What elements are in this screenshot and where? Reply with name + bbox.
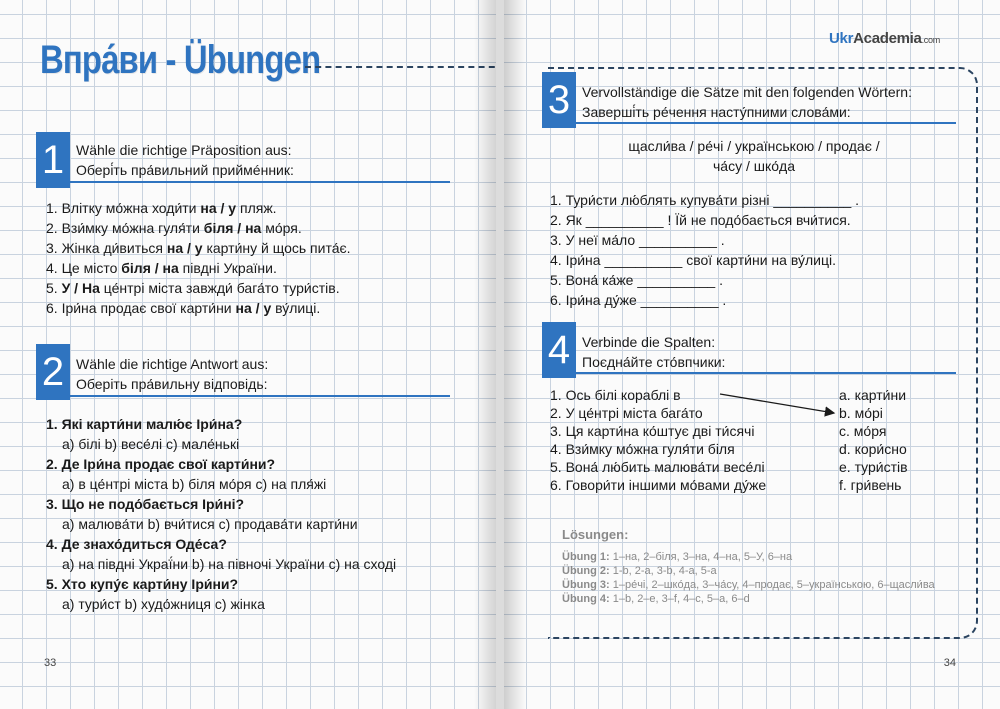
exercise-3-item: 1. Тури́сти лю́блять купува́ти різні __________ . (550, 192, 860, 208)
exercise-3-item: 2. Як __________ ! Їй не подо́бається вчи́тися. (550, 212, 851, 228)
exercise-2-answers: a) тури́ст b) худо́жниця c) жінка (62, 596, 265, 612)
exercise-2-question: 2. Де Іри́на продає свої карти́ни? (46, 456, 276, 472)
exercise-2-question: 5. Хто купу́є карти́ну Іри́ни? (46, 576, 239, 592)
exercise-1-items (46, 198, 351, 318)
exercise-2-answers: a) на півдні Украї́ни b) на півночі України c) на сході (62, 556, 397, 572)
exercise-4-number: 4 (542, 322, 576, 378)
exercise-1-heading-uk: Обері́ть пра́вильний приймéнник: (76, 162, 294, 178)
exercise-1-item: 5. У / На це́нтрі міста завжди́ бага́то тури́стів. (46, 280, 340, 296)
exercise-1-heading-de: Wähle die richtige Präposition aus: (76, 142, 292, 158)
exercise-1-item: 6. Іри́на продає свої карти́ни на / у ву́лиці. (46, 300, 321, 316)
match-left-item: 6. Говори́ти іншими мо́вами ду́же (550, 477, 767, 493)
exercise-2-heading-uk: Оберіть пра́вильну відповідь: (76, 376, 268, 392)
exercise-2-answers: a) в це́нтрі міста b) біля мо́ря c) на пля́жі (62, 476, 327, 492)
match-left-item: 5. Вона́ лю́бить малюва́ти весе́лі (550, 459, 765, 475)
solutions-title: Lösungen: (562, 527, 629, 542)
page-number-right: 34 (943, 657, 956, 669)
match-right-item: c. мо́ря (839, 423, 887, 439)
exercise-2-answers: a) малюва́ти b) вчи́тися c) продава́ти карти́ни (62, 516, 358, 532)
page-number-left: 33 (44, 657, 57, 669)
match-left-item: 4. Взи́мку мо́жна гуля́ти біля (550, 441, 735, 457)
exercise-1-underline (70, 181, 450, 183)
exercise-3-number: 3 (542, 72, 576, 128)
solution-line: Übung 2: 1-b, 2-a, 3-b, 4-a, 5-a (562, 565, 717, 577)
exercise-2-question: 3. Що не подо́бається Іри́ні? (46, 496, 245, 512)
word-bank: щасли́ва / ре́чі / українською / продає / ча́су / шко́да (628, 138, 880, 174)
title-dashed-line (305, 66, 496, 68)
exercise-1-number: 1 (36, 132, 70, 188)
match-left-item: 3. Ця карти́на ко́штує дві ти́сячі (550, 423, 755, 439)
solution-line: Übung 3: 1–ре́чі, 2–шко́да, 3–ча́су, 4–продає, 5–українською, 6–щасли́ва (562, 579, 935, 591)
solution-line: Übung 4: 1–b, 2–e, 3–f, 4–c, 5–a, 6–d (562, 593, 750, 605)
exercise-2-question: 4. Де знахо́диться Оде́са? (46, 536, 227, 552)
exercise-3-item: 6. Іри́на ду́же __________ . (550, 292, 727, 308)
exercise-3-heading-uk: Заверші́ть ре́чення насту́пними слова́ми: (582, 104, 851, 120)
page-title: Впра́ви - Übungen (40, 38, 321, 82)
exercise-1-item: 3. Жінка ди́виться на / у карти́ну й щось пита́є. (46, 240, 351, 256)
exercise-1-item: 2. Взи́мку мо́жна гуля́ти біля / на мо́ря. (46, 220, 302, 236)
exercise-1-item: 4. Це місто біля / на півдні України. (46, 260, 277, 276)
exercise-1-heading (76, 140, 294, 180)
exercise-2-questions (46, 414, 396, 614)
solution-line: Übung 1: 1–на, 2–біля, 3–на, 4–на, 5–У, 6–на (562, 551, 793, 563)
match-right-item: a. карти́ни (839, 387, 907, 403)
exercise-2-question: 1. Які карти́ни малю́є Іри́на? (46, 416, 243, 432)
exercise-2-underline (70, 395, 450, 397)
right-page (504, 0, 1000, 709)
match-right-item: e. тури́стів (839, 459, 908, 475)
solutions-box (562, 528, 942, 606)
exercise-2-heading (76, 354, 268, 394)
exercise-4-heading-uk: Поєдна́йте сто́впчики: (582, 354, 726, 370)
match-left-item: 2. У це́нтрі міста бага́то (550, 405, 703, 421)
exercise-3-item: 4. Іри́на __________ свої карти́ни на ву́лиці. (550, 252, 836, 268)
match-right-item: d. кори́сно (839, 441, 907, 457)
exercise-3-item: 3. У неї ма́ло __________ . (550, 232, 725, 248)
match-left-item: 1. Ось білі кораблі в (550, 387, 681, 403)
left-page (0, 0, 496, 709)
exercise-2-answers: a) білі b) весе́лі c) мале́нькі (62, 436, 240, 452)
exercise-3-item: 5. Вона́ ка́же __________ . (550, 272, 723, 288)
exercise-1-item: 1. Влітку мо́жна ходи́ти на / у пляж. (46, 200, 277, 216)
match-right-item: f. гри́вень (839, 477, 902, 493)
match-right-item: b. мо́рі (839, 405, 883, 421)
exercise-2-number: 2 (36, 344, 70, 400)
exercise-2-heading-de: Wähle die richtige Antwort aus: (76, 356, 269, 372)
exercise-3-heading-de: Vervollständige die Sätze mit den folgenden Wörtern: (582, 84, 912, 100)
exercise-4-heading-de: Verbinde die Spalten: (582, 334, 716, 350)
ukracademia-logo: UkrAcademia.com (829, 30, 940, 47)
